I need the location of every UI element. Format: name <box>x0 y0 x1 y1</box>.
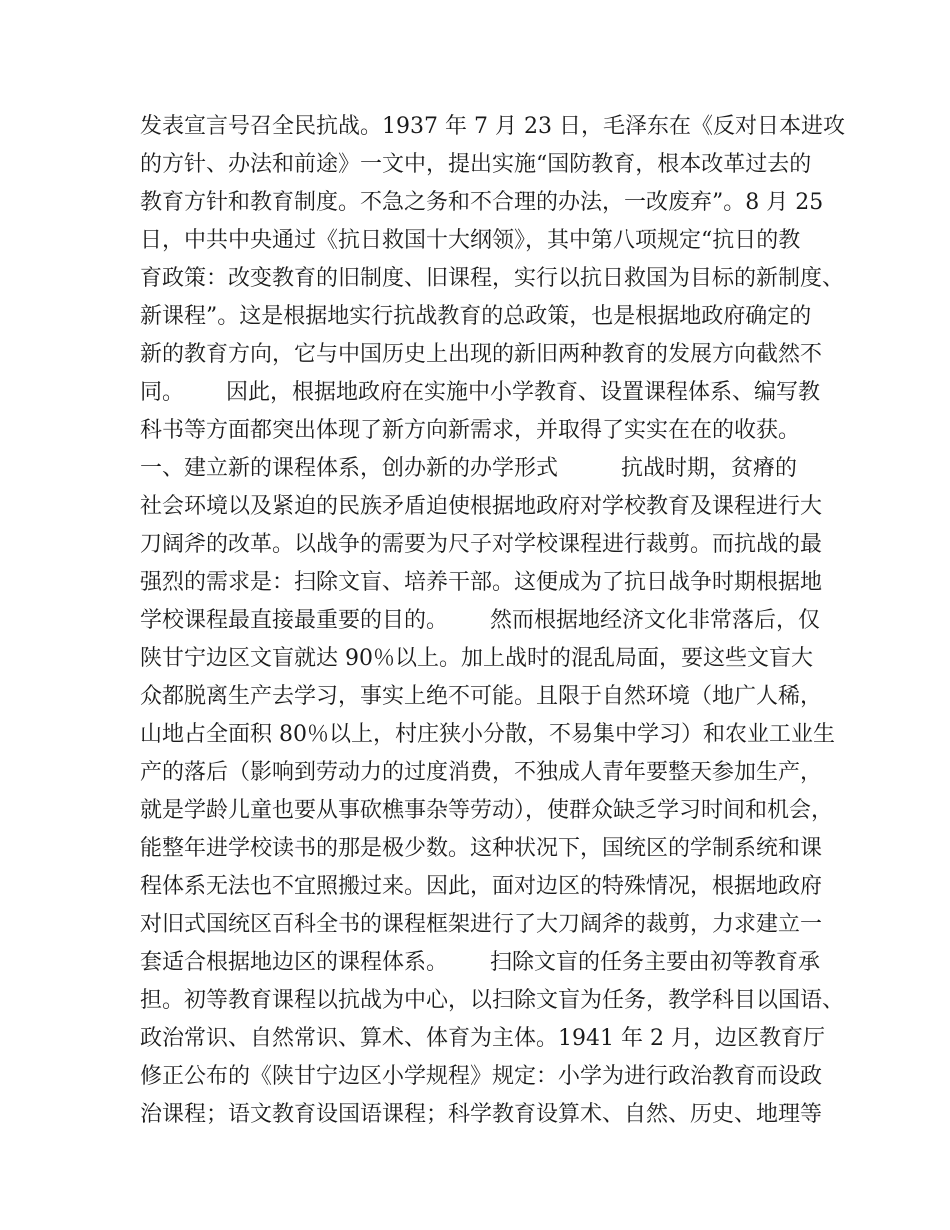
text-line: 套适合根据地边区的课程体系。 扫除文盲的任务主要由初等教育承 <box>140 950 820 975</box>
body-text <box>140 108 845 1134</box>
text-line: 教育方针和教育制度。不急之务和不合理的办法，一改废弃”。8 月 25 <box>140 190 824 215</box>
text-line: 强烈的需求是：扫除文盲、培养干部。这便成为了抗日战争时期根据地 <box>140 570 823 595</box>
text-line: 修正公布的《陕甘宁边区小学规程》规定：小学为进行政治教育而设政 <box>140 1064 823 1089</box>
text-line: 治课程；语文教育设国语课程；科学教育设算术、自然、历史、地理等 <box>140 1102 823 1127</box>
text-line: 能整年进学校读书的那是极少数。这种状况下，国统区的学制系统和课 <box>140 836 823 861</box>
text-line: 新的教育方向，它与中国历史上出现的新旧两种教育的发展方向截然不 <box>140 342 823 367</box>
section-heading-line: 一、建立新的课程体系，创办新的办学形式 抗战时期，贫瘠的 <box>140 456 797 481</box>
text-line: 科书等方面都突出体现了新方向新需求，并取得了实实在在的收获。 <box>140 418 801 443</box>
text-line: 众都脱离生产去学习，事实上绝不可能。且限于自然环境（地广人稀， <box>140 684 823 709</box>
text-line: 刀阔斧的改革。以战争的需要为尺子对学校课程进行裁剪。而抗战的最 <box>140 532 823 557</box>
text-line: 程体系无法也不宜照搬过来。因此，面对边区的特殊情况，根据地政府 <box>140 874 823 899</box>
text-line: 育政策：改变教育的旧制度、旧课程，实行以抗日救国为目标的新制度、 <box>140 266 845 291</box>
text-line: 担。初等教育课程以抗战为中心，以扫除文盲为任务，教学科目以国语、 <box>140 988 845 1013</box>
text-line: 对旧式国统区百科全书的课程框架进行了大刀阔斧的裁剪，力求建立一 <box>140 912 823 937</box>
text-line: 的方针、办法和前途》一文中，提出实施“国防教育，根本改革过去的 <box>140 152 812 177</box>
text-line: 产的落后（影响到劳动力的过度消费，不独成人青年要整天参加生产， <box>140 760 823 785</box>
text-line: 日，中共中央通过《抗日救国十大纲领》，其中第八项规定“抗日的教 <box>140 228 801 253</box>
text-line: 同。 因此，根据地政府在实施中小学教育、设置课程体系、编写教 <box>140 380 820 405</box>
text-line: 社会环境以及紧迫的民族矛盾迫使根据地政府对学校教育及课程进行大 <box>140 494 823 519</box>
text-line: 发表宣言号召全民抗战。1937 年 7 月 23 日，毛泽东在《反对日本进攻 <box>140 114 845 139</box>
text-line: 新课程”。这是根据地实行抗战教育的总政策，也是根据地政府确定的 <box>140 304 812 329</box>
text-line: 山地占全面积 80％以上，村庄狭小分散，不易集中学习）和农业工业生 <box>140 722 835 747</box>
text-line: 政治常识、自然常识、算术、体育为主体。1941 年 2 月，边区教育厅 <box>140 1026 825 1051</box>
text-line: 陕甘宁边区文盲就达 90％以上。加上战时的混乱局面，要这些文盲大 <box>140 646 813 671</box>
text-line: 就是学龄儿童也要从事砍樵事杂等劳动），使群众缺乏学习时间和机会， <box>140 798 834 823</box>
text-line: 学校课程最直接最重要的目的。 然而根据地经济文化非常落后，仅 <box>140 608 820 633</box>
